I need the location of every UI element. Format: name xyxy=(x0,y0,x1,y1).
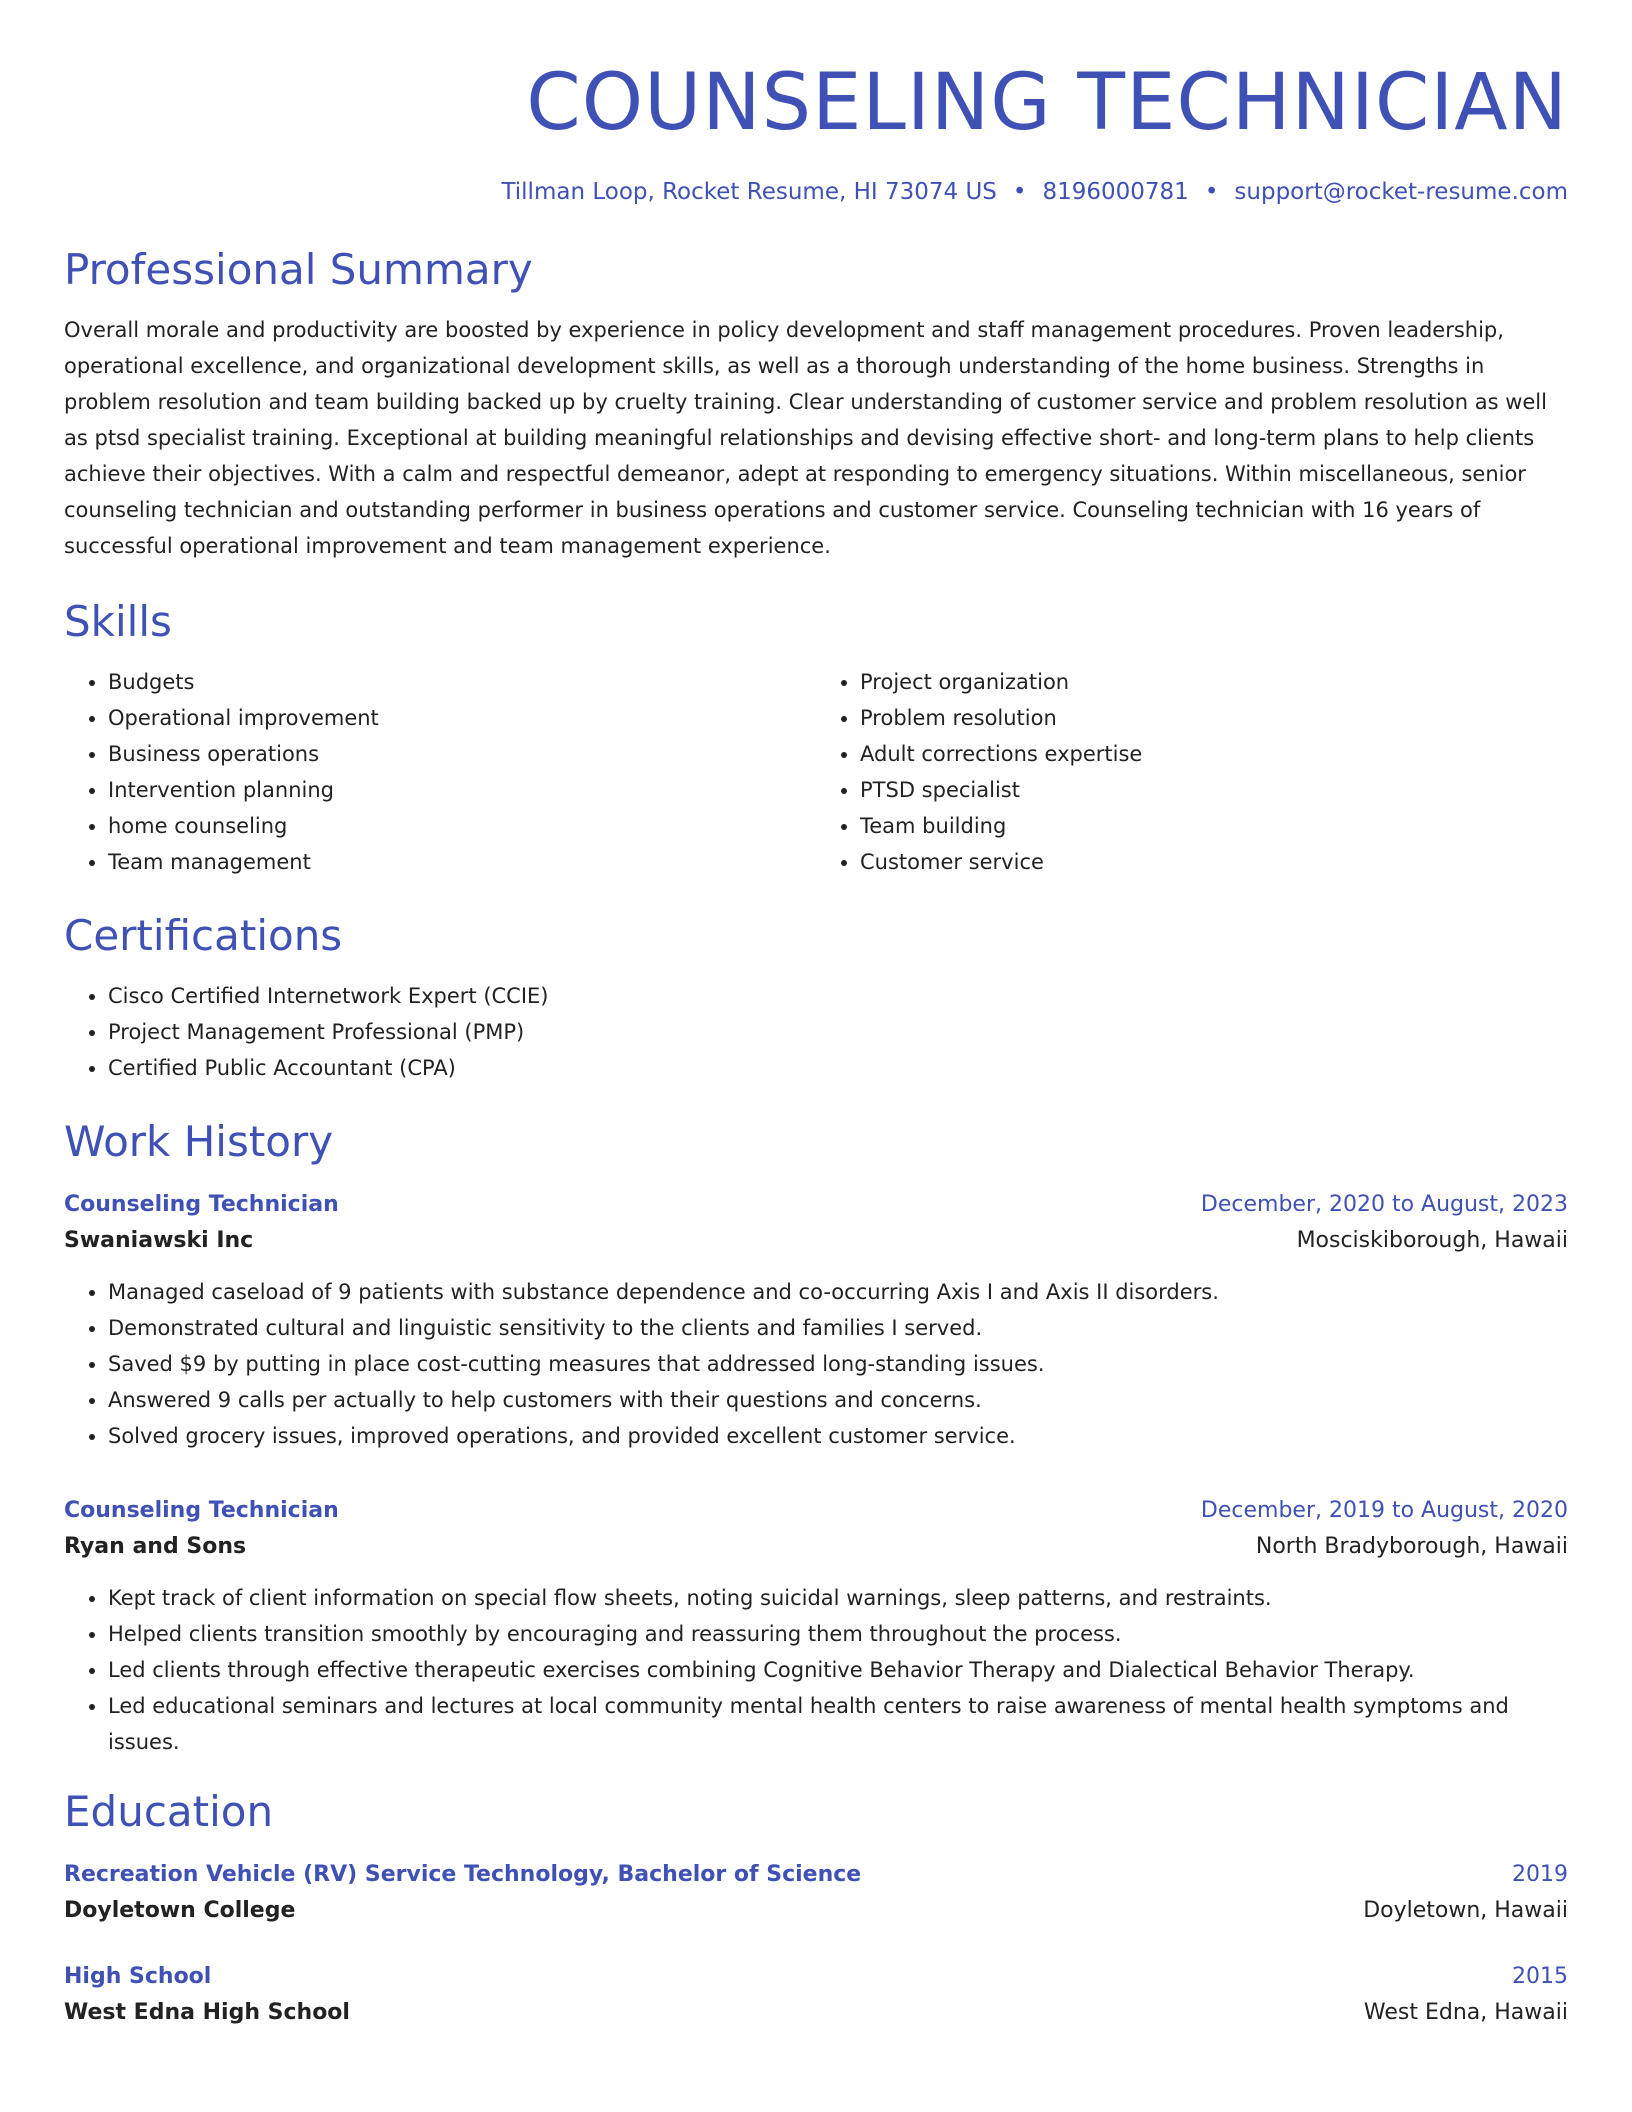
skill-item: • home counseling xyxy=(108,808,816,844)
education-year: 2019 xyxy=(1512,1862,1568,1887)
skills-heading: Skills xyxy=(64,597,172,646)
job-duty-item: • Demonstrated cultural and linguistic sensitivity to the clients and families I served. xyxy=(108,1310,1568,1346)
education-location: Doyletown, Hawaii xyxy=(1363,1898,1568,1923)
job-entry xyxy=(64,1494,1568,1760)
skills-list xyxy=(64,664,1568,880)
job-duty-item: • Managed caseload of 9 patients with substance dependence and co-occurring Axis I and Axis II disorders. xyxy=(108,1274,1568,1310)
candidate-name: COUNSELING TECHNICIAN xyxy=(526,58,1568,148)
certification-item: • Cisco Certified Internetwork Expert (CCIE) xyxy=(108,978,1568,1014)
summary-heading: Professional Summary xyxy=(64,245,533,294)
skill-item: • Project organization xyxy=(860,664,1568,700)
education-school-row xyxy=(64,1994,1568,2032)
education-degree-row xyxy=(64,1960,1568,1994)
certifications-heading: Certifications xyxy=(64,911,343,960)
job-duties-list xyxy=(64,1274,1568,1454)
work-history-heading: Work History xyxy=(64,1117,334,1166)
job-company: Ryan and Sons xyxy=(64,1534,247,1559)
skill-item: • Team management xyxy=(108,844,816,880)
job-location: North Bradyborough, Hawaii xyxy=(1255,1534,1568,1559)
job-title: Counseling Technician xyxy=(64,1498,339,1523)
education-degree: High School xyxy=(64,1964,212,1989)
education-location: West Edna, Hawaii xyxy=(1363,2000,1568,2025)
skill-item: • Operational improvement xyxy=(108,700,816,736)
skill-item: • Customer service xyxy=(860,844,1568,880)
job-duty-item: • Helped clients transition smoothly by encouraging and reassuring them throughout the process. xyxy=(108,1616,1568,1652)
job-company: Swaniawski Inc xyxy=(64,1228,254,1253)
education-school-row xyxy=(64,1892,1568,1930)
education-school: West Edna High School xyxy=(64,2000,350,2025)
summary-text: Overall morale and productivity are boosted by experience in policy development and staff management procedures. Proven leadership, operational excellence, and organizational development skills, as well as a thorough understanding of the home business. Strengths in problem resolution and team building backed up by cruelty training. Clear understanding of customer service and problem resolution as well as ptsd specialist training. Exceptional at building meaningful relationships and devising effective short- and long-term plans to help clients achieve their objectives. With a calm and respectful demeanor, adept at responding to emergency situations. Within miscellaneous, senior counseling technician and outstanding performer in business operations and customer service. Counseling technician with 16 years of successful operational improvement and team management experience. xyxy=(64,318,1547,558)
job-title-row xyxy=(64,1494,1568,1528)
contact-phone: 8196000781 xyxy=(1042,179,1189,205)
education-year: 2015 xyxy=(1512,1964,1568,1989)
education-heading: Education xyxy=(64,1787,274,1836)
job-company-row xyxy=(64,1222,1568,1260)
job-duty-item: • Saved $9 by putting in place cost-cutting measures that addressed long-standing issues. xyxy=(108,1346,1568,1382)
job-company-row xyxy=(64,1528,1568,1566)
skill-item: • Problem resolution xyxy=(860,700,1568,736)
education-entry xyxy=(64,1858,1568,1930)
contact-address: Tillman Loop, Rocket Resume, HI 73074 US xyxy=(501,179,997,205)
job-title: Counseling Technician xyxy=(64,1192,339,1217)
skills-column-left xyxy=(64,664,816,880)
skill-item: • Business operations xyxy=(108,736,816,772)
certification-item: • Project Management Professional (PMP) xyxy=(108,1014,1568,1050)
education-degree-row xyxy=(64,1858,1568,1892)
job-title-row xyxy=(64,1188,1568,1222)
job-location: Mosciskiborough, Hawaii xyxy=(1296,1228,1568,1253)
job-duties-list xyxy=(64,1580,1568,1760)
education-school: Doyletown College xyxy=(64,1898,296,1923)
job-duty-item: • Kept track of client information on special flow sheets, noting suicidal warnings, sleep patterns, and restraints. xyxy=(108,1580,1568,1616)
job-dates: December, 2019 to August, 2020 xyxy=(1200,1498,1568,1523)
contact-email[interactable]: support@rocket-resume.com xyxy=(1234,179,1568,205)
job-duty-item: • Led educational seminars and lectures at local community mental health centers to raise awareness of mental health symptoms and issues. xyxy=(108,1688,1568,1760)
skill-item: • Budgets xyxy=(108,664,816,700)
contact-separator: • xyxy=(1204,179,1219,205)
certification-item: • Certified Public Accountant (CPA) xyxy=(108,1050,1568,1086)
skill-item: • Intervention planning xyxy=(108,772,816,808)
skill-item: • Team building xyxy=(860,808,1568,844)
education-degree: Recreation Vehicle (RV) Service Technology, Bachelor of Science xyxy=(64,1862,862,1887)
job-duty-item: • Led clients through effective therapeutic exercises combining Cognitive Behavior Therapy and Dialectical Behavior Therapy. xyxy=(108,1652,1568,1688)
resume-header xyxy=(64,48,1568,208)
job-entry xyxy=(64,1188,1568,1454)
skills-column-right xyxy=(816,664,1568,880)
education-entry xyxy=(64,1960,1568,2032)
skill-item: • PTSD specialist xyxy=(860,772,1568,808)
certifications-list xyxy=(64,978,1568,1086)
contact-line xyxy=(64,176,1568,208)
job-duty-item: • Answered 9 calls per actually to help customers with their questions and concerns. xyxy=(108,1382,1568,1418)
job-dates: December, 2020 to August, 2023 xyxy=(1200,1192,1568,1217)
job-duty-item: • Solved grocery issues, improved operations, and provided excellent customer service. xyxy=(108,1418,1568,1454)
skill-item: • Adult corrections expertise xyxy=(860,736,1568,772)
contact-separator: • xyxy=(1012,179,1027,205)
